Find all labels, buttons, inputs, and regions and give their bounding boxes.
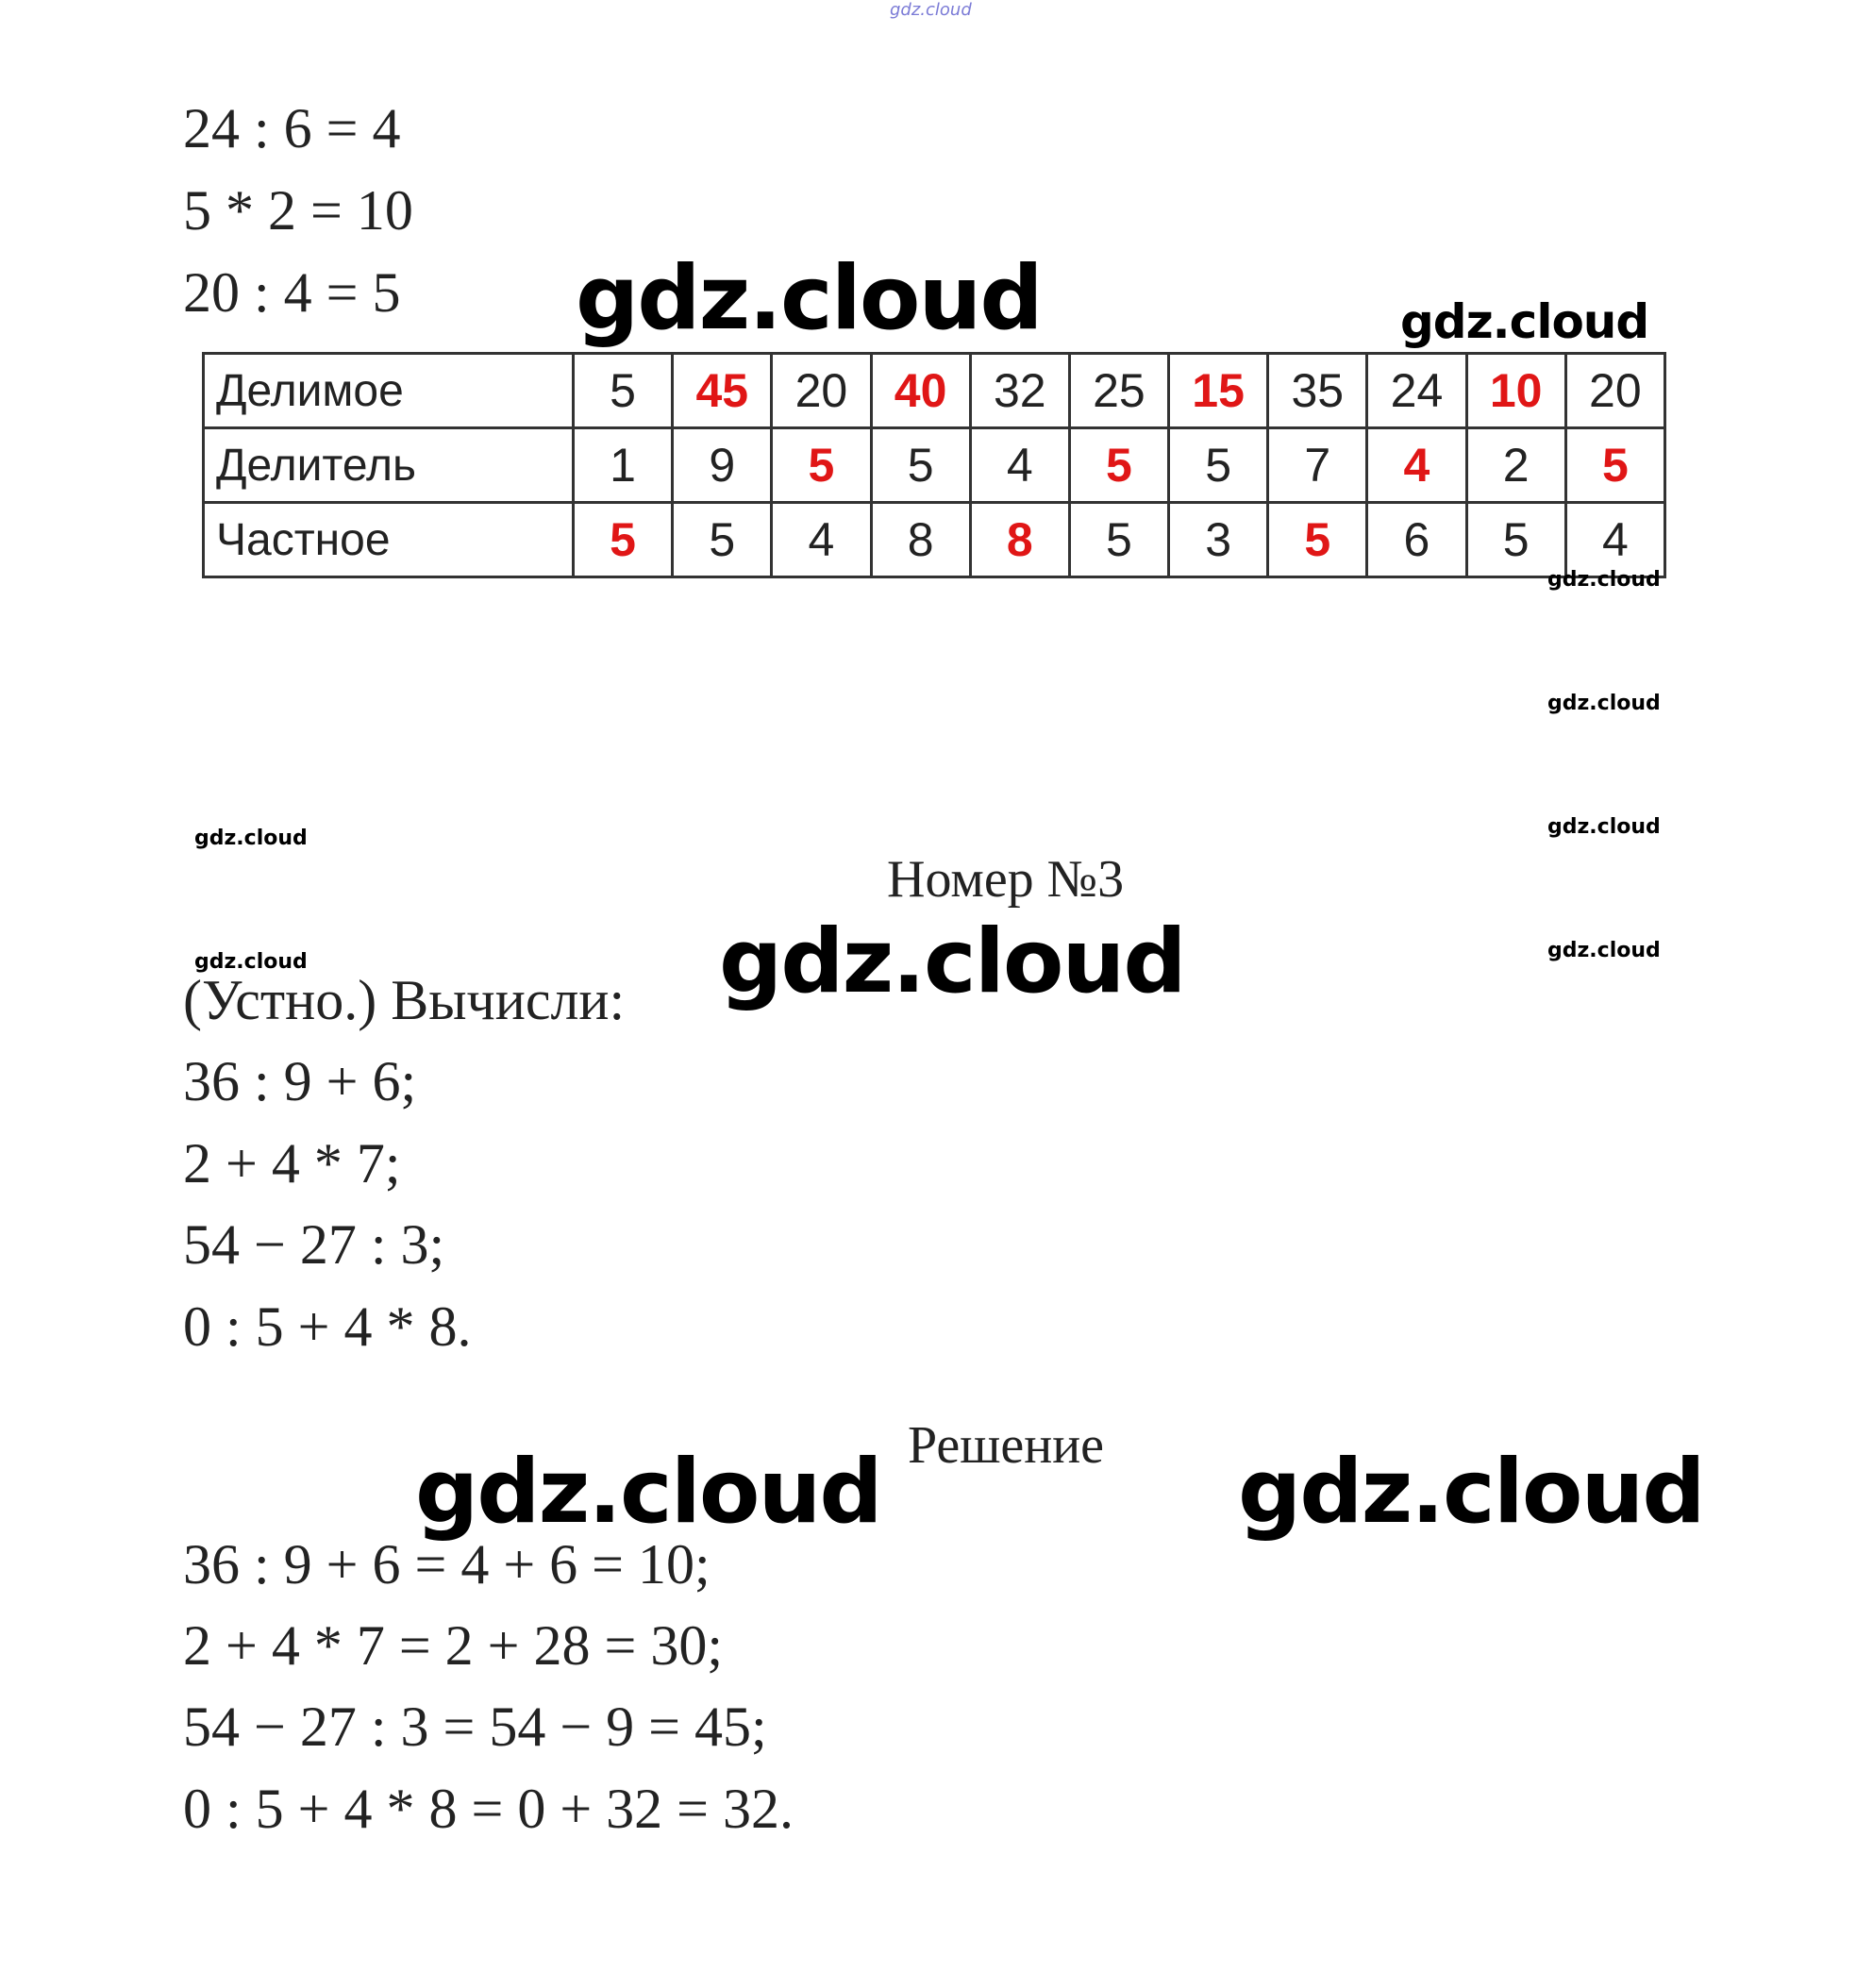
table-cell: 5 xyxy=(1565,428,1664,503)
task-prompt: (Устно.) Вычисли: xyxy=(183,969,626,1031)
table-cell: 35 xyxy=(1268,354,1367,428)
table-cell: 20 xyxy=(772,354,871,428)
equation-2: 5 * 2 = 10 xyxy=(183,179,413,242)
table-cell: 7 xyxy=(1268,428,1367,503)
solution-line: 0 : 5 + 4 * 8 = 0 + 32 = 32. xyxy=(183,1778,794,1840)
table-cell: 32 xyxy=(970,354,1069,428)
watermark-medium: gdz.cloud xyxy=(1400,294,1649,349)
task-title: Номер №3 xyxy=(887,850,1125,909)
table-cell: 1 xyxy=(574,428,673,503)
table-cell: 5 xyxy=(1069,428,1168,503)
table-cell: 24 xyxy=(1367,354,1466,428)
table-cell: 2 xyxy=(1466,428,1565,503)
watermark-small: gdz.cloud xyxy=(1547,692,1661,715)
row-label: Частное xyxy=(204,503,574,577)
watermark-large: gdz.cloud xyxy=(1238,1441,1704,1544)
watermark-small: gdz.cloud xyxy=(1547,815,1661,839)
table-cell: 5 xyxy=(772,428,871,503)
table-cell: 5 xyxy=(1268,503,1367,577)
table-row xyxy=(204,354,1665,428)
watermark-small: gdz.cloud xyxy=(1547,939,1661,962)
equation-3: 20 : 4 = 5 xyxy=(183,261,401,324)
task-expression: 36 : 9 + 6; xyxy=(183,1050,417,1112)
table-cell: 45 xyxy=(673,354,772,428)
table-row xyxy=(204,503,1665,577)
task-expression: 54 − 27 : 3; xyxy=(183,1213,445,1276)
table-cell: 20 xyxy=(1565,354,1664,428)
solution-line: 2 + 4 * 7 = 2 + 28 = 30; xyxy=(183,1614,724,1677)
table-row xyxy=(204,428,1665,503)
watermark-large: gdz.cloud xyxy=(415,1441,881,1544)
watermark-small: gdz.cloud xyxy=(194,827,308,850)
table-cell: 5 xyxy=(574,503,673,577)
table-cell: 5 xyxy=(871,428,970,503)
table-cell: 5 xyxy=(574,354,673,428)
table-cell: 8 xyxy=(871,503,970,577)
table-cell: 9 xyxy=(673,428,772,503)
watermark-top: gdz.cloud xyxy=(890,0,972,20)
solution-line: 36 : 9 + 6 = 4 + 6 = 10; xyxy=(183,1533,711,1595)
watermark-large: gdz.cloud xyxy=(576,247,1042,350)
table-cell: 5 xyxy=(1069,503,1168,577)
table-cell: 4 xyxy=(970,428,1069,503)
task-expression: 0 : 5 + 4 * 8. xyxy=(183,1295,472,1358)
table-cell: 15 xyxy=(1169,354,1268,428)
division-table xyxy=(202,352,1666,578)
table-cell: 8 xyxy=(970,503,1069,577)
watermark-small: gdz.cloud xyxy=(194,950,308,974)
table-cell: 4 xyxy=(772,503,871,577)
table-cell: 5 xyxy=(1169,428,1268,503)
table-cell: 4 xyxy=(1565,503,1664,577)
watermark-large: gdz.cloud xyxy=(719,910,1185,1013)
table-cell: 3 xyxy=(1169,503,1268,577)
table-cell: 40 xyxy=(871,354,970,428)
row-label: Делимое xyxy=(204,354,574,428)
watermark-small: gdz.cloud xyxy=(1547,568,1661,592)
table-cell: 4 xyxy=(1367,428,1466,503)
table-cell: 5 xyxy=(673,503,772,577)
task-expression: 2 + 4 * 7; xyxy=(183,1132,401,1194)
row-label: Делитель xyxy=(204,428,574,503)
table-cell: 5 xyxy=(1466,503,1565,577)
solution-title: Решение xyxy=(908,1416,1105,1475)
table-cell: 25 xyxy=(1069,354,1168,428)
table-cell: 6 xyxy=(1367,503,1466,577)
equation-1: 24 : 6 = 4 xyxy=(183,97,401,159)
solution-line: 54 − 27 : 3 = 54 − 9 = 45; xyxy=(183,1696,767,1758)
table-cell: 10 xyxy=(1466,354,1565,428)
